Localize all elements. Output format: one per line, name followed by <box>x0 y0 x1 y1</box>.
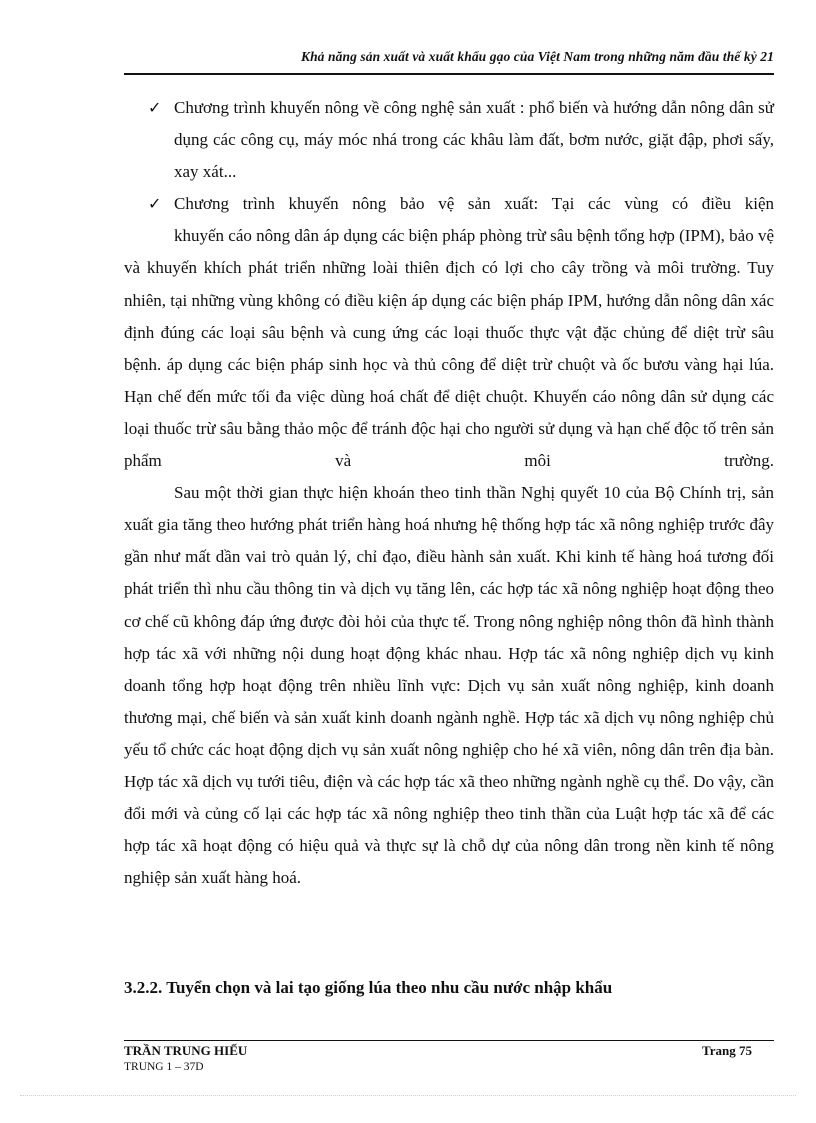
bullet-item-2-lead: Chương trình khuyến nông bảo vệ sản xuất: Tại các vùng có điều kiện <box>174 194 774 214</box>
check-mark-icon: ✓ <box>148 98 162 117</box>
page-header-title: Khả năng sản xuất và xuất khẩu gạo của Việt Nam trong những năm đầu thế kỷ 21 <box>300 49 774 64</box>
bullet-item-1-text: Chương trình khuyến nông về công nghệ sản xuất : phổ biến và hướng dẫn nông dân sử dụng các công cụ, máy móc nhá trong các khâu làm đất, bơm nước, giặt đập, phơi sấy, xay xát... <box>174 98 774 182</box>
body-paragraph: Sau một thời gian thực hiện khoán theo tinh thần Nghị quyết 10 của Bộ Chính trị, sản xuất gia tăng theo hướng phát triển hàng hoá nhưng hệ thống hợp tác xã nông nghiệp trước đây gần như mất dần vai trò quản lý, chỉ đạo, điều hành sản xuất. Khi kinh tế hàng hoá tương đối phát triển thì nhu cầu thông tin và dịch vụ tăng lên, các hợp tác xã nông nghiệp hoạt động theo cơ chế cũ không đáp ứng được đòi hỏi của thực tế. Trong nông nghiệp nông thôn đã hình thành hợp tác xã với những nội dung hoạt động khác nhau. Hợp tác xã nông nghiệp dịch vụ kinh doanh tổng hợp hoạt động trên nhiều lĩnh vực: Dịch vụ sản xuất nông nghiệp, kinh doanh thương mại, chế biến và sản xuất kinh doanh ngành nghề. Hợp tác xã dịch vụ nông nghiệp chủ yếu tổ chức các hoạt động dịch vụ sản xuất nông nghiệp cho hé xã viên, nông dân trên địa bàn. Hợp tác xã dịch vụ tưới tiêu, điện và các hợp tác xã theo những ngành nghề cụ thể. Do vậy, cần đổi mới và củng cố lại các hợp tác xã nông nghiệp theo tinh thần của Luật hợp tác xã để các hợp tác xã hoạt động có hiệu quả và thực sự là chỗ dự của nông dân trong nền kinh tế nông nghiệp sản xuất hàng hoá. <box>124 483 774 888</box>
header-rule <box>124 73 774 75</box>
footer-class: TRUNG 1 – 37D <box>124 1061 204 1073</box>
document-body <box>124 92 774 894</box>
footer-page-number: Trang 75 <box>702 1043 752 1058</box>
check-mark-icon: ✓ <box>148 194 162 214</box>
section-heading: 3.2.2. Tuyển chọn và lai tạo giống lúa theo nhu cầu nước nhập khẩu <box>124 978 613 997</box>
footer-author: TRẦN TRUNG HIẾU <box>124 1043 248 1058</box>
bullet-item-2 <box>124 188 774 220</box>
page-edge-divider <box>20 1095 796 1096</box>
bullet-item-1 <box>124 92 774 188</box>
footer-rule <box>124 1040 774 1041</box>
bullet-item-2-continuation: khuyến cáo nông dân áp dụng các biện pháp phòng trừ sâu bệnh tổng hợp (IPM), bảo vệ và khuyến khích phát triển những loài thiên địch có lợi cho cây trồng và môi trường. Tuy nhiên, tại những vùng không có điều kiện áp dụng các biện pháp IPM, hướng dẫn nông dân xác định đúng các loại sâu bệnh và cung ứng các loại thuốc thực vật đặc chủng để diệt trừ sâu bệnh. áp dụng các biện pháp sinh học và thủ công để diệt trừ chuột và ốc bươu vàng hại lúa. Hạn chế đến mức tối đa việc dùng hoá chất để diệt chuột. Khuyến cáo nông dân sử dụng các loại thuốc trừ sâu bằng thảo mộc để tránh độc hại cho người sử dụng và hạn chế độc tố trên sản phẩm và môi trường. <box>124 226 774 471</box>
